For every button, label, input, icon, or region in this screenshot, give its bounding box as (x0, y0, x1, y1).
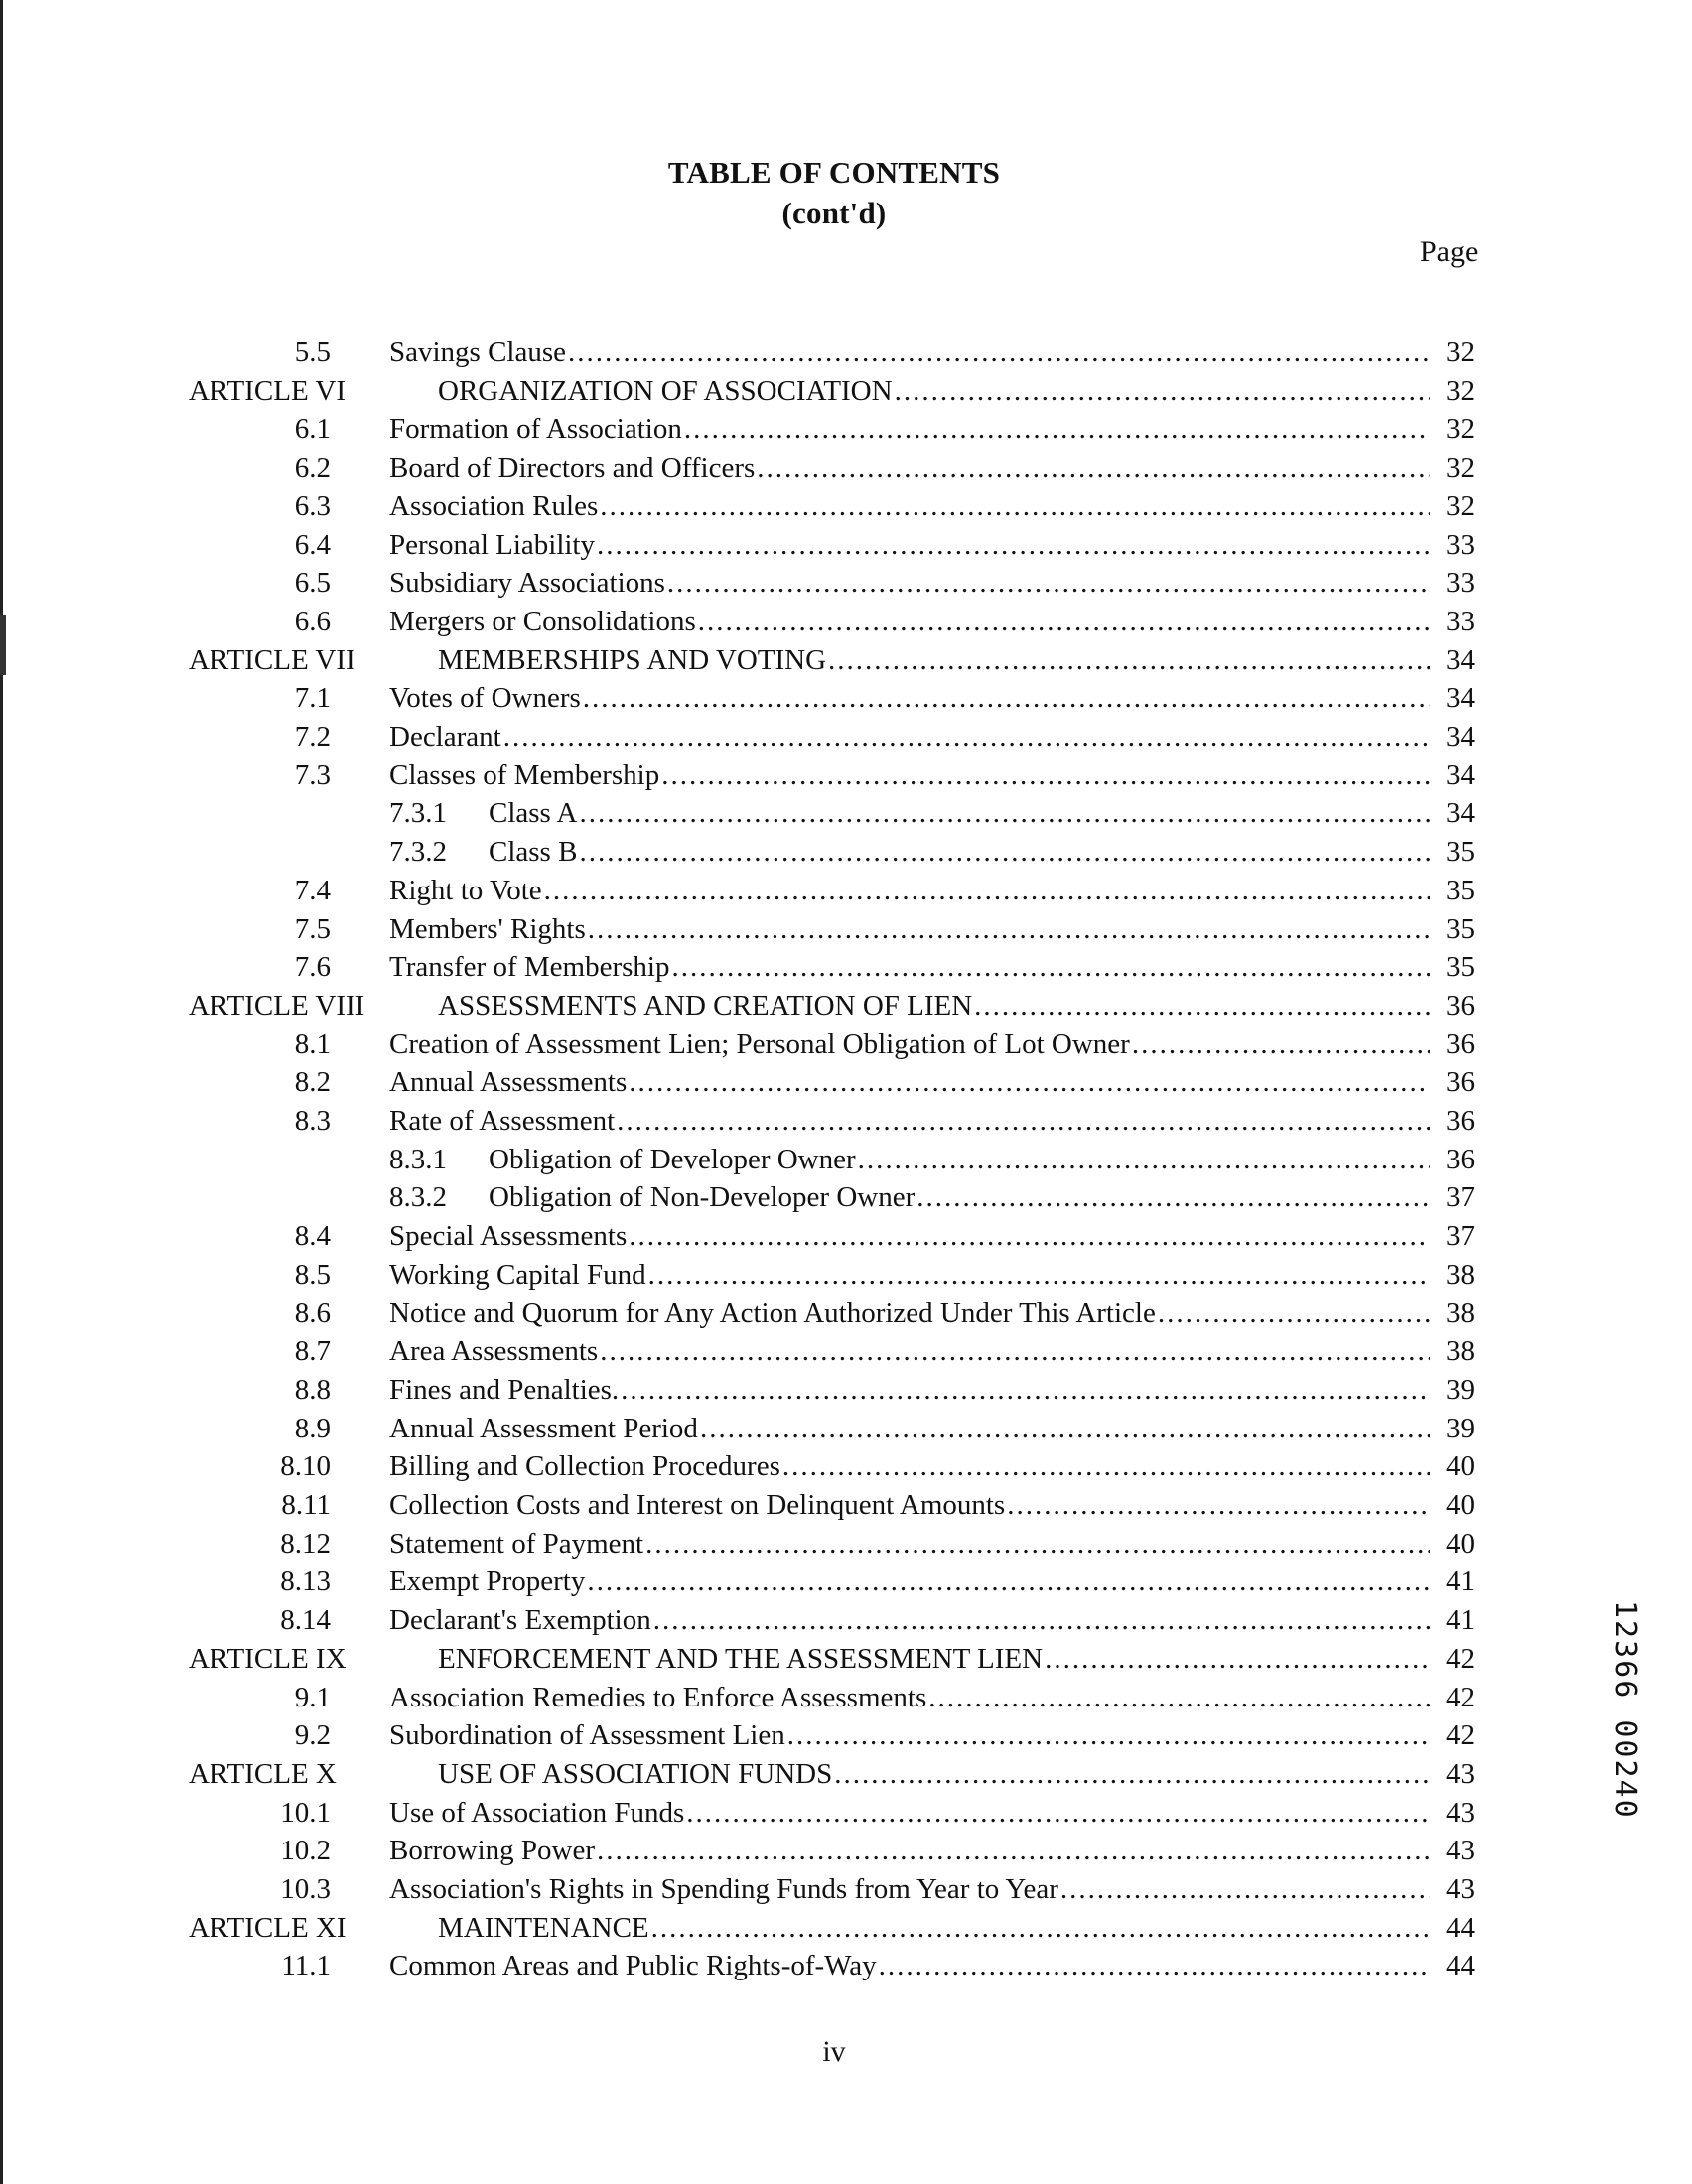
toc-title-with-leader (389, 1563, 1430, 1600)
toc-title: Subsidiary Associations (389, 567, 665, 600)
toc-section-number: 6.1 (294, 413, 331, 446)
dot-leader (895, 372, 1430, 410)
toc-entry (0, 334, 1692, 371)
toc-section-number: 8.7 (294, 1335, 331, 1368)
toc-section-number: 8.1 (294, 1027, 331, 1060)
toc-title: Classes of Membership (389, 758, 660, 791)
toc-title: Association Rules (389, 489, 599, 522)
toc-page-number: 38 (1446, 1258, 1475, 1291)
toc-title-with-leader (438, 641, 1430, 679)
page-subtitle: (cont'd) (781, 196, 887, 230)
toc-section-number: 6.6 (294, 605, 331, 637)
toc-title: Personal Liability (389, 528, 595, 561)
toc-title-with-leader (389, 1102, 1430, 1140)
dot-leader (782, 1447, 1430, 1485)
toc-title-with-leader (389, 1295, 1430, 1332)
dot-leader (579, 833, 1430, 871)
page-column-label: Page (1420, 235, 1479, 268)
dot-leader (974, 987, 1430, 1024)
toc-title-with-leader (489, 1141, 1430, 1178)
toc-section-number: 8.13 (280, 1566, 331, 1598)
page-number: iv (822, 2035, 846, 2068)
toc-title-with-leader (389, 1832, 1430, 1869)
toc-title-with-leader (389, 1870, 1430, 1908)
toc-section-number: 10.3 (280, 1873, 331, 1905)
toc-page-number: 32 (1446, 374, 1475, 407)
toc-entry (0, 1640, 1692, 1678)
toc-section-number: 8.3.1 (389, 1143, 447, 1175)
dot-leader (653, 1601, 1430, 1639)
toc-section-number: 8.14 (280, 1604, 331, 1637)
dot-leader (671, 948, 1430, 986)
toc-title: ASSESSMENTS AND CREATION OF LIEN (438, 989, 973, 1022)
toc-page-number: 35 (1446, 951, 1475, 984)
toc-section-number: 8.9 (294, 1412, 331, 1444)
toc-page-number: 36 (1446, 1105, 1475, 1137)
toc-title: Class B (489, 836, 578, 869)
dot-leader (617, 1102, 1430, 1140)
toc-entry (0, 1601, 1692, 1639)
toc-title: Creation of Assessment Lien; Personal Obligation of Lot Owner (389, 1027, 1130, 1060)
toc-page-number: 40 (1446, 1527, 1475, 1560)
side-stamp (1607, 1600, 1646, 1868)
dot-leader (1060, 1870, 1430, 1908)
toc-entry (0, 1716, 1692, 1754)
toc-title: USE OF ASSOCIATION FUNDS (438, 1757, 833, 1790)
toc-entry (0, 1141, 1692, 1178)
toc-title: Notice and Quorum for Any Action Authorized Under This Article (389, 1297, 1156, 1329)
toc-section-number: 7.3 (294, 758, 331, 791)
toc-page-number: 34 (1446, 682, 1475, 715)
toc-title-with-leader (438, 987, 1430, 1024)
toc-section-number: 8.8 (294, 1373, 331, 1406)
toc-section-number: 7.5 (294, 912, 331, 945)
dot-leader (661, 756, 1430, 794)
toc-article-number: ARTICLE VIII (189, 989, 365, 1022)
toc-section-number: 6.5 (294, 567, 331, 600)
toc-entry (0, 679, 1692, 717)
dot-leader (757, 449, 1430, 486)
toc-article-number: ARTICLE VII (189, 643, 355, 676)
toc-page-number: 34 (1446, 721, 1475, 752)
toc-entry (0, 603, 1692, 640)
toc-title: Obligation of Developer Owner (489, 1143, 856, 1175)
toc-title-with-leader (389, 948, 1430, 986)
toc-page-number: 44 (1446, 1911, 1475, 1944)
toc-title: Declarant's Exemption (389, 1604, 651, 1637)
toc-page-number: 32 (1446, 337, 1475, 368)
toc-page-number: 33 (1446, 528, 1475, 561)
toc-page-number: 43 (1446, 1796, 1475, 1829)
dot-leader (621, 1371, 1430, 1409)
dot-leader (834, 1755, 1430, 1793)
toc-title: Billing and Collection Procedures (389, 1450, 780, 1483)
dot-leader (645, 1525, 1430, 1563)
toc-section-number: 9.1 (294, 1681, 331, 1713)
toc-article-number: ARTICLE IX (189, 1642, 347, 1675)
toc-entry (0, 1256, 1692, 1294)
toc-entry (0, 449, 1692, 486)
toc-section-number: 8.3.2 (389, 1181, 447, 1214)
dot-leader (916, 1178, 1430, 1216)
toc-title-with-leader (389, 1371, 1430, 1409)
toc-title-with-leader (389, 679, 1430, 717)
toc-page-number: 38 (1446, 1297, 1475, 1329)
toc-page-number: 38 (1446, 1335, 1475, 1368)
toc-title-with-leader (389, 1063, 1430, 1101)
toc-article-number: ARTICLE VI (189, 374, 347, 407)
toc-section-number: 6.3 (294, 489, 331, 522)
toc-title: Use of Association Funds (389, 1796, 685, 1829)
toc-entry (0, 1025, 1692, 1063)
toc-title: Fines and Penalties. (389, 1373, 620, 1406)
toc-title-with-leader (389, 1025, 1430, 1063)
dot-leader (667, 564, 1430, 602)
toc-title: Common Areas and Public Rights-of-Way (389, 1950, 877, 1982)
toc-page-number: 32 (1446, 489, 1475, 522)
toc-entry (0, 641, 1692, 679)
toc-entry (0, 1486, 1692, 1524)
toc-page-number: 37 (1446, 1181, 1475, 1214)
toc-page-number: 36 (1446, 1027, 1475, 1060)
toc-title: Members' Rights (389, 912, 586, 945)
toc-page-number: 36 (1446, 1143, 1475, 1175)
dot-leader (568, 334, 1430, 371)
dot-leader (1132, 1025, 1430, 1063)
toc-title-with-leader (389, 1256, 1430, 1294)
toc-page-number: 42 (1446, 1681, 1475, 1713)
toc-page-number: 33 (1446, 567, 1475, 600)
toc-title: ORGANIZATION OF ASSOCIATION (438, 374, 893, 407)
toc-title-with-leader (389, 410, 1430, 448)
toc-title: Board of Directors and Officers (389, 452, 756, 484)
toc-title: Declarant (389, 721, 501, 752)
toc-page-number: 42 (1446, 1719, 1475, 1752)
toc-entry (0, 1332, 1692, 1370)
toc-title: Votes of Owners (389, 682, 581, 715)
toc-entry (0, 1217, 1692, 1255)
toc-title-with-leader (389, 910, 1430, 948)
toc-section-number: 8.2 (294, 1066, 331, 1099)
toc-title-with-leader (389, 1447, 1430, 1485)
dot-leader (629, 1217, 1430, 1255)
toc-title-with-leader (389, 872, 1430, 909)
toc-page-number: 43 (1446, 1757, 1475, 1790)
toc-page-number: 43 (1446, 1835, 1475, 1867)
toc-page-number: 39 (1446, 1373, 1475, 1406)
dot-leader (651, 1909, 1430, 1947)
toc-entry (0, 1525, 1692, 1563)
toc-title: MEMBERSHIPS AND VOTING (438, 643, 827, 676)
dot-leader (1045, 1640, 1430, 1678)
toc-page-number: 44 (1446, 1950, 1475, 1982)
toc-title: Obligation of Non-Developer Owner (489, 1181, 916, 1214)
toc-title: Savings Clause (389, 337, 567, 368)
toc-page-number: 34 (1446, 643, 1475, 676)
toc-entry (0, 1410, 1692, 1447)
dot-leader (828, 641, 1430, 679)
toc-title-with-leader (438, 1640, 1430, 1678)
toc-title-with-leader (389, 1410, 1430, 1447)
toc-title-with-leader (389, 1217, 1430, 1255)
toc-title: Exempt Property (389, 1566, 586, 1598)
toc-section-number: 8.5 (294, 1258, 331, 1291)
dot-leader (579, 794, 1430, 832)
toc-section-number: 9.2 (294, 1719, 331, 1752)
toc-section-number: 8.11 (281, 1489, 331, 1521)
toc-section-number: 11.1 (281, 1950, 331, 1982)
toc-title-with-leader (489, 833, 1430, 871)
dot-leader (544, 872, 1430, 909)
toc-title-with-leader (389, 1525, 1430, 1563)
toc-page-number: 37 (1446, 1220, 1475, 1253)
toc-section-number: 10.1 (280, 1796, 331, 1829)
toc-title: Collection Costs and Interest on Delinquent Amounts (389, 1489, 1006, 1521)
dot-leader (684, 410, 1430, 448)
toc-section-number: 8.6 (294, 1297, 331, 1329)
toc-entry (0, 756, 1692, 794)
toc-title-with-leader (489, 794, 1430, 832)
toc-section-number: 6.4 (294, 528, 331, 561)
dot-leader (1158, 1295, 1430, 1332)
dot-leader (503, 718, 1430, 755)
toc-section-number: 7.3.2 (389, 836, 447, 869)
dot-leader (928, 1679, 1430, 1716)
toc-title-with-leader (389, 526, 1430, 564)
toc-title-with-leader (438, 1909, 1430, 1947)
toc-title: Working Capital Fund (389, 1258, 646, 1291)
toc-entry (0, 987, 1692, 1024)
toc-page-number: 36 (1446, 989, 1475, 1022)
toc-entry (0, 794, 1692, 832)
toc-article-number: ARTICLE X (189, 1757, 337, 1790)
toc-title-with-leader (389, 1679, 1430, 1716)
toc-entry (0, 1063, 1692, 1101)
toc-page-number: 33 (1446, 605, 1475, 637)
toc-section-number: 5.5 (294, 337, 331, 368)
toc-title: Mergers or Consolidations (389, 605, 696, 637)
toc-title-with-leader (389, 487, 1430, 525)
dot-leader (700, 1410, 1430, 1447)
toc-title-with-leader (438, 1755, 1430, 1793)
toc-section-number: 8.10 (280, 1450, 331, 1483)
toc-title: Association's Rights in Spending Funds from Year to Year (389, 1873, 1058, 1905)
dot-leader (648, 1256, 1430, 1294)
dot-leader (597, 1832, 1430, 1869)
toc-page-number: 43 (1446, 1873, 1475, 1905)
dot-leader (583, 679, 1430, 717)
toc-article-number: ARTICLE XI (189, 1911, 347, 1944)
toc-entry (0, 718, 1692, 755)
toc-entry (0, 1679, 1692, 1716)
toc-title: Transfer of Membership (389, 951, 670, 984)
dot-leader (787, 1716, 1430, 1754)
toc-section-number: 8.4 (294, 1220, 331, 1253)
toc-page-number: 32 (1446, 413, 1475, 446)
dot-leader (588, 910, 1430, 948)
toc-page-number: 40 (1446, 1450, 1475, 1483)
toc-entry (0, 1947, 1692, 1984)
toc-page-number: 41 (1446, 1604, 1475, 1637)
dot-leader (587, 1563, 1430, 1600)
toc-title-with-leader (389, 756, 1430, 794)
toc-title: Annual Assessments (389, 1066, 628, 1099)
toc-entry (0, 1909, 1692, 1947)
toc-title-with-leader (389, 603, 1430, 640)
toc-entry (0, 1178, 1692, 1216)
dot-leader (597, 526, 1430, 564)
toc-title-with-leader (389, 334, 1430, 371)
dot-leader (858, 1141, 1430, 1178)
toc-title: Borrowing Power (389, 1835, 596, 1867)
toc-entry (0, 487, 1692, 525)
toc-page-number: 35 (1446, 836, 1475, 869)
toc-section-number: 7.3.1 (389, 797, 447, 830)
toc-entry (0, 833, 1692, 871)
dot-leader (600, 1332, 1430, 1370)
toc-page-number: 34 (1446, 758, 1475, 791)
toc-page-number: 34 (1446, 797, 1475, 830)
toc-title: Association Remedies to Enforce Assessments (389, 1681, 927, 1713)
toc-entry (0, 948, 1692, 986)
toc-entry (0, 910, 1692, 948)
dot-leader (879, 1947, 1430, 1984)
toc-page-number: 36 (1446, 1066, 1475, 1099)
toc-title: Annual Assessment Period (389, 1412, 698, 1444)
page-title: TABLE OF CONTENTS (667, 155, 1001, 190)
side-stamp-text: 12366 00240 (1608, 1600, 1642, 1820)
toc-title: Formation of Association (389, 413, 682, 446)
toc-section-number: 7.1 (294, 682, 331, 715)
toc-title: Statement of Payment (389, 1527, 644, 1560)
toc-page-number: 39 (1446, 1412, 1475, 1444)
toc-entry (0, 1371, 1692, 1409)
toc-title: Subordination of Assessment Lien (389, 1719, 785, 1752)
dot-leader (698, 603, 1430, 640)
toc-entry (0, 564, 1692, 602)
toc-entry (0, 1295, 1692, 1332)
toc-page-number: 40 (1446, 1489, 1475, 1521)
dot-leader (600, 487, 1430, 525)
toc-title-with-leader (389, 1794, 1430, 1832)
toc-entry (0, 1870, 1692, 1908)
toc-title-with-leader (389, 1601, 1430, 1639)
toc-title-with-leader (389, 1947, 1430, 1984)
toc-title: ENFORCEMENT AND THE ASSESSMENT LIEN (438, 1642, 1044, 1675)
toc-title: Right to Vote (389, 874, 542, 906)
toc-entry (0, 1832, 1692, 1869)
toc-section-number: 6.2 (294, 452, 331, 484)
toc-section-number: 8.3 (294, 1105, 331, 1137)
toc-page-number: 35 (1446, 874, 1475, 906)
toc-entry (0, 526, 1692, 564)
toc-entry (0, 372, 1692, 410)
toc-title-with-leader (389, 1332, 1430, 1370)
dot-leader (686, 1794, 1430, 1832)
toc-title: Special Assessments (389, 1220, 628, 1253)
toc-section-number: 7.2 (294, 721, 331, 752)
toc-section-number: 7.6 (294, 951, 331, 984)
toc-section-number: 8.12 (280, 1527, 331, 1560)
toc-page-number: 35 (1446, 912, 1475, 945)
dot-leader (1007, 1486, 1430, 1524)
dot-leader (629, 1063, 1430, 1101)
toc-entry (0, 410, 1692, 448)
toc-title-with-leader (438, 372, 1430, 410)
toc-title: Rate of Assessment (389, 1105, 616, 1137)
toc-entry (0, 1563, 1692, 1600)
toc-page-number: 32 (1446, 452, 1475, 484)
toc-entry (0, 1755, 1692, 1793)
toc-entry (0, 1102, 1692, 1140)
toc-title: MAINTENANCE (438, 1911, 649, 1944)
toc-entry (0, 1447, 1692, 1485)
toc-title-with-leader (389, 449, 1430, 486)
toc-page-number: 42 (1446, 1642, 1475, 1675)
toc-title-with-leader (489, 1178, 1430, 1216)
toc-title-with-leader (389, 718, 1430, 755)
toc-title-with-leader (389, 1486, 1430, 1524)
toc-entry (0, 1794, 1692, 1832)
toc-title-with-leader (389, 564, 1430, 602)
toc-title-with-leader (389, 1716, 1430, 1754)
toc-section-number: 10.2 (280, 1835, 331, 1867)
toc-entry (0, 872, 1692, 909)
toc-page-number: 41 (1446, 1566, 1475, 1598)
toc-title: Class A (489, 797, 578, 830)
toc-section-number: 7.4 (294, 874, 331, 906)
toc-title: Area Assessments (389, 1335, 599, 1368)
